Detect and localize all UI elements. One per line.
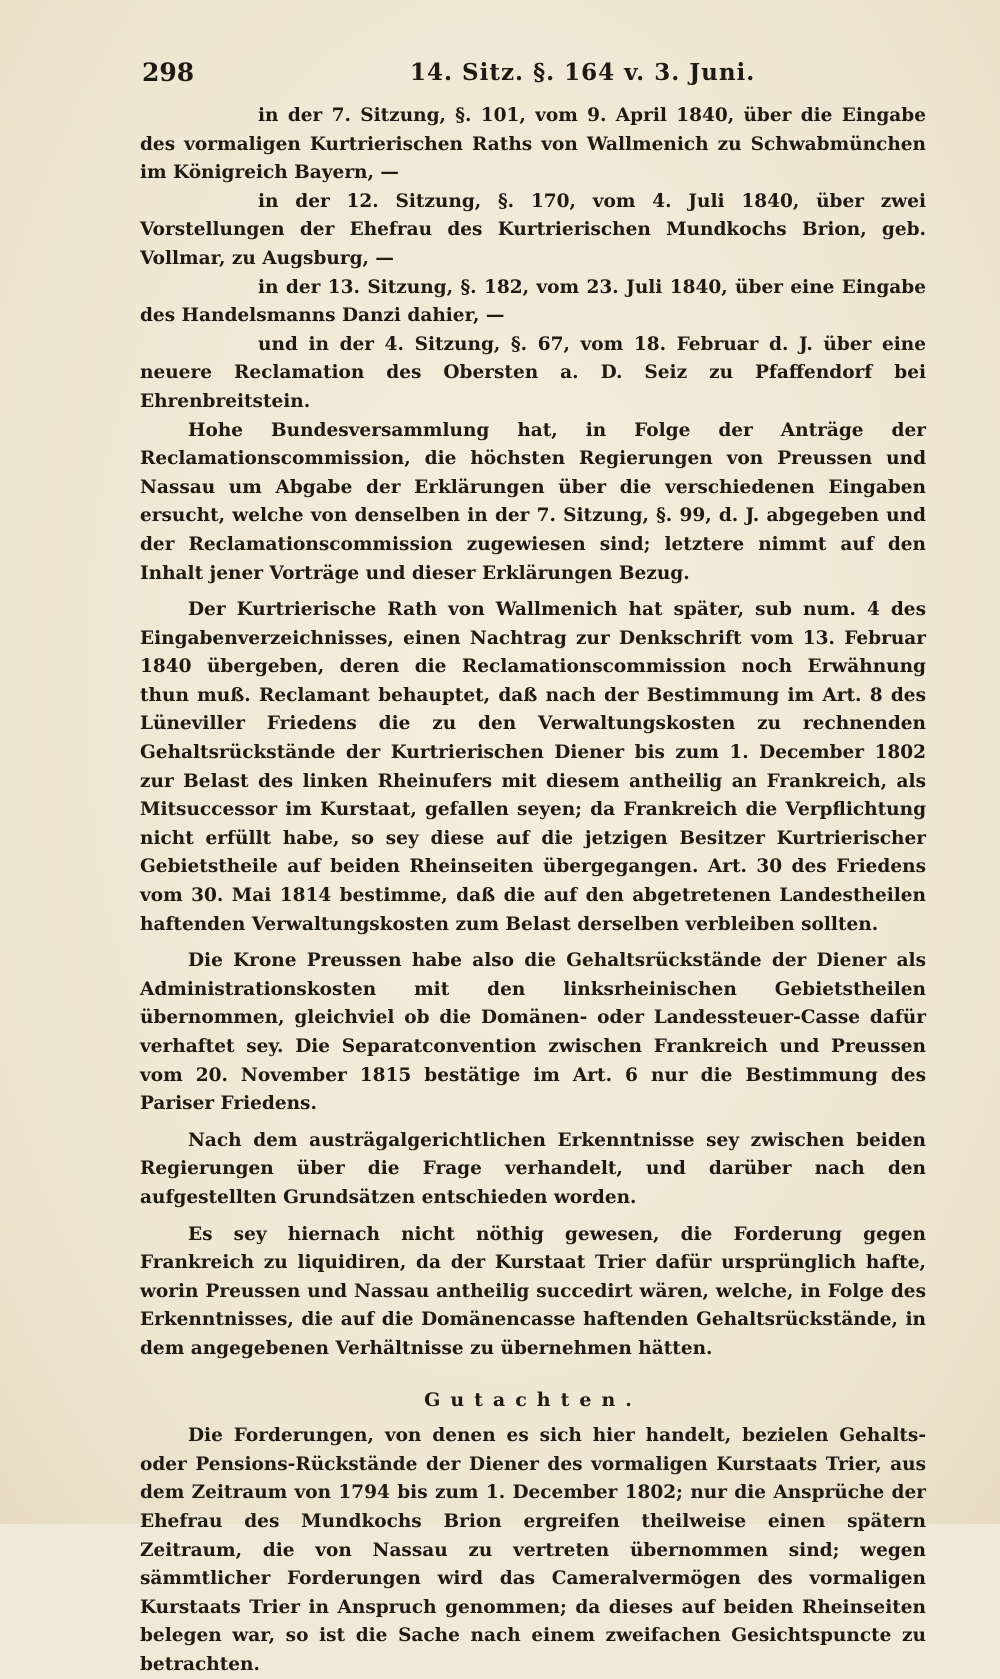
section-heading: Gutachten.: [424, 1388, 642, 1411]
paragraph: Die Forderungen, von denen es sich hier handelt, bezielen Gehalts- oder Pensions-Rückstände der Diener des vormaligen Kurstaats Trier, aus dem Zeitraum von 1794 bis zum 1. December 1802; nur die Ansprüche der Ehefrau des Mundkochs Brion ergreifen theilweise einen spätern Zeitraum, die von Nassau zu vertreten übernommen sind; wegen sämmtlicher Forderungen wird das Cameralvermögen des vormaligen Kurstaats Trier in Anspruch genommen; da dieses auf beiden Rheinseiten belegen war, so ist die Sache nach einem zweifachen Gesichtspuncte zu betrachten.: [140, 1425, 926, 1675]
paragraph: Die Krone Preussen habe also die Gehaltsrückstände der Diener als Administrationskosten mit den linksrheinischen Gebietstheilen übernommen, gleichviel ob die Domänen- oder Landessteuer-Casse dafür verhaftet sey. Die Separatconvention zwischen Frankreich und Preussen vom 20. November 1815 bestätige im Art. 6 nur die Bestimmung des Pariser Friedens.: [140, 950, 926, 1115]
intro-item: in der 13. Sitzung, §. 182, vom 23. Juli 1840, über eine Eingabe des Handelsmanns Danzi dahier, —: [140, 276, 926, 327]
page-header: [142, 56, 926, 90]
paragraph: Hohe Bundesversammlung hat, in Folge der Anträge der Reclamationscommission, die höchsten Regierungen von Preussen und Nassau um Abgabe der Erklärungen über die verschiedenen Eingaben ersucht, welche von denselben in der 7. Sitzung, §. 99, d. J. abgegeben und der Reclamationscommission zugewiesen sind; letztere nimmt auf den Inhalt jener Vorträge und dieser Erklärungen Bezug.: [140, 419, 926, 584]
intro-item: und in der 4. Sitzung, §. 67, vom 18. Februar d. J. über eine neuere Reclamation des Obersten a. D. Seiz zu Pfaffendorf bei Ehrenbreitstein.: [140, 333, 926, 412]
page-body: [140, 102, 926, 1679]
paragraph: Es sey hiernach nicht nöthig gewesen, die Forderung gegen Frankreich zu liquidiren, da der Kurstaat Trier dafür ursprünglich hafte, worin Preussen und Nassau antheilig succedirt wären, welche, in Folge des Erkenntnisses, die auf die Domänencasse haftenden Gehaltsrückstände, in dem angegebenen Verhältnisse zu übernehmen hätten.: [140, 1223, 926, 1359]
paragraph: Der Kurtrierische Rath von Wallmenich hat später, sub num. 4 des Eingabenverzeichnisses, einen Nachtrag zur Denkschrift vom 13. Februar 1840 übergeben, deren die Reclamationscommission noch Erwähnung thun muß. Reclamant behauptet, daß nach der Bestimmung im Art. 8 des Lüneviller Friedens die zu den Verwaltungskosten zu rechnenden Gehaltsrückstände der Kurtrierischen Diener bis zum 1. December 1802 zur Belast des linken Rheinufers mit diesem antheilig an Frankreich, als Mitsuccessor im Kurstaat, gefallen seyen; da Frankreich die Verpflichtung nicht erfüllt habe, so sey diese auf die jetzigen Besitzer Kurtrierischer Gebietstheile auf beiden Rheinseiten übergegangen. Art. 30 des Friedens vom 30. Mai 1814 bestimme, daß die auf den abgetretenen Landestheilen haftenden Verwaltungskosten zum Belast derselben verbleiben sollten.: [140, 599, 926, 935]
paragraph: Nach dem austrägalgerichtlichen Erkenntnisse sey zwischen beiden Regierungen über die Frage verhandelt, und darüber nach den aufgestellten Grundsätzen entschieden worden.: [140, 1129, 926, 1208]
intro-item: in der 12. Sitzung, §. 170, vom 4. Juli 1840, über zwei Vorstellungen der Ehefrau des Kurtrierischen Mundkochs Brion, geb. Vollmar, zu Augsburg, —: [140, 190, 926, 269]
running-head: 14. Sitz. §. 164 v. 3. Juni.: [410, 59, 756, 86]
intro-item: in der 7. Sitzung, §. 101, vom 9. April 1840, über die Eingabe des vormaligen Kurtrierischen Raths von Wallmenich zu Schwabmünchen im Königreich Bayern, —: [140, 105, 926, 184]
page-number: 298: [142, 58, 195, 87]
